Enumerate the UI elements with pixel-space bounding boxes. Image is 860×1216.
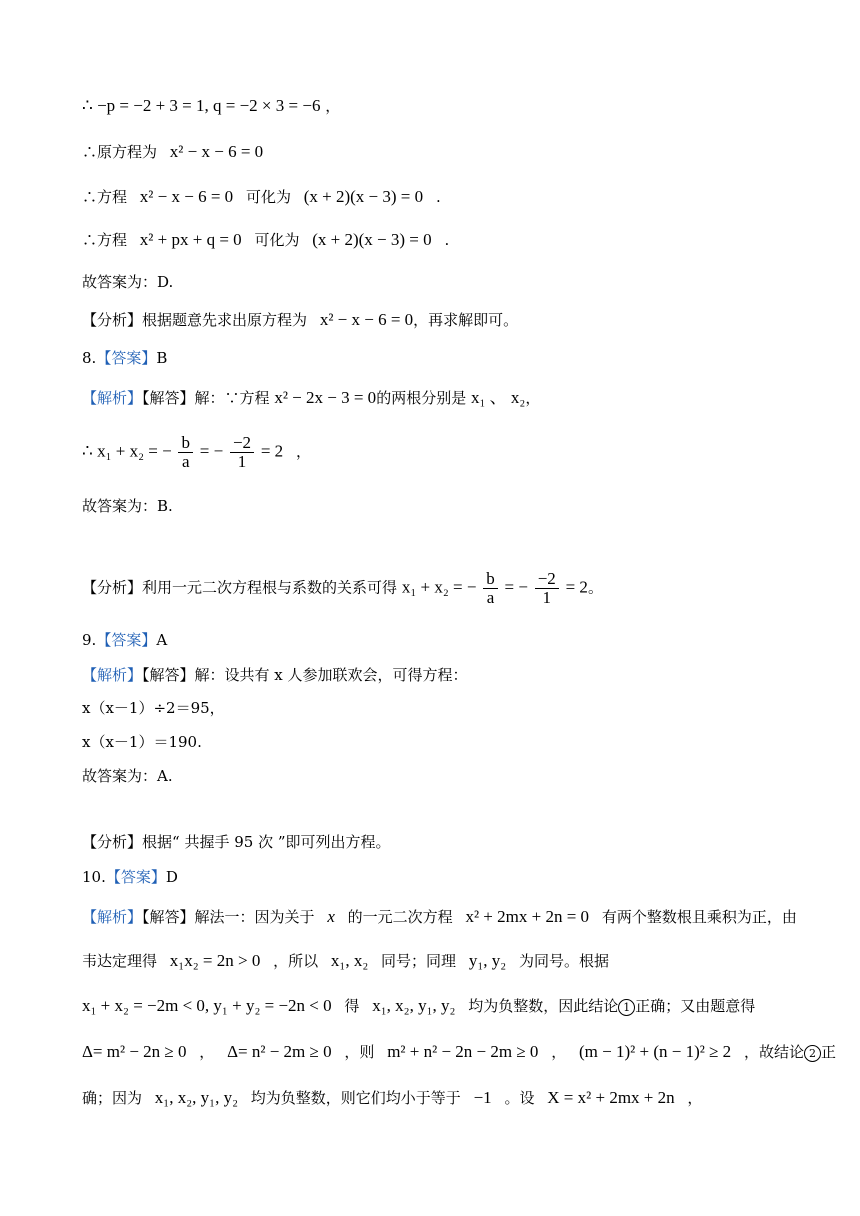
answer-label: 【答案】 xyxy=(96,349,157,367)
fraction-neg2-over-1: $\frac{-2}{1}$ xyxy=(230,434,254,471)
factored-equation: (x + 2)(x − 3) = 0 xyxy=(312,230,432,249)
analysis-line: 【分析】根据题意先求出原方程为 x² − x − 6 = 0，再求解即可。 xyxy=(82,310,519,329)
roots: x₁ 、 x₂ xyxy=(470,388,526,407)
factored-equation: (x + 2)(x − 3) = 0 xyxy=(303,187,424,206)
fraction-b-over-a: $\frac{b}{a}$ xyxy=(483,570,498,607)
step-line-2: ∴原方程为 x² − x − 6 = 0 xyxy=(82,142,264,161)
answer-line: 故答案为：D. xyxy=(82,273,174,291)
question-10-answer: 10.【答案】D xyxy=(82,868,178,886)
fraction-neg2-over-1: $\frac{-2}{1}$ xyxy=(535,570,559,607)
q8-solution-line: 【解析】【解答】解：∵方程 x² − 2x − 3 = 0的两根分别是 x₁ 、 x₂， xyxy=(82,388,541,407)
q9-equation-2: x（x－1）＝190. xyxy=(82,733,202,751)
answer-label: 【答案】 xyxy=(96,631,157,649)
question-8-answer: 8.【答案】B xyxy=(82,349,168,367)
circled-one-icon: 1 xyxy=(618,999,635,1016)
analysis-tag: 【解析】 xyxy=(82,666,143,684)
q8-answer-line: 故答案为：B. xyxy=(82,497,173,515)
q9-solution-line: 【解析】【解答】解：设共有 x 人参加联欢会，可得方程： xyxy=(82,666,468,684)
equation: x² − x − 6 = 0 xyxy=(319,310,414,329)
step-line-3: ∴方程 x² − x − 6 = 0 可化为 (x + 2)(x − 3) = 0 . xyxy=(82,187,441,206)
q10-solution-line-4: Δ= m² − 2n ≥ 0 ， Δ= n² − 2m ≥ 0 ，则 m² + n² − 2n − 2m ≥ 0 ， (m − 1)² + (n − 1)² ≥ 2 ，故结论 2 正 xyxy=(82,1042,836,1061)
q10-solution-line-3: x₁ + x₂ = −2m < 0, y₁ + y₂ = −2n < 0 得 x₁, x₂, y₁, y₂ 均为负整数，因此结论 1 正确；又由题意得 xyxy=(82,996,756,1015)
fraction-b-over-a: $\frac{b}{a}$ xyxy=(178,434,193,471)
q10-solution-line-5: 确；因为 x₁, x₂, y₁, y₂ 均为负整数，则它们均小于等于 −1 。设 X = x² + 2mx + 2n ， xyxy=(82,1088,703,1107)
q9-analysis-line: 【分析】根据“ 共握手 95 次 ”即可列出方程。 xyxy=(82,833,391,851)
equation: ∴ −p = −2 + 3 = 1, q = −2 × 3 = −6 xyxy=(82,96,321,115)
equation: x² − x − 6 = 0 xyxy=(139,187,234,206)
equation: x² + px + q = 0 xyxy=(139,230,242,249)
answer-label: 【答案】 xyxy=(105,868,166,886)
question-9-answer: 9.【答案】A xyxy=(82,631,168,649)
equation: x² + 2mx + 2n = 0 xyxy=(465,907,590,926)
q9-answer-line: 故答案为：A. xyxy=(82,767,173,785)
equation: x² − 2x − 3 = 0 xyxy=(274,388,377,407)
analysis-tag: 【解析】 xyxy=(82,389,143,407)
q10-solution-line-2: 韦达定理得 x₁x₂ = 2n > 0 ，所以 x₁, x₂ 同号；同理 y₁, y₂ 为同号。根据 xyxy=(82,951,609,970)
q8-analysis-line: 【分析】利用一元二次方程根与系数的关系可得 x₁ + x₂ = − $\frac{b}{a}$ = − $\frac{-2}{1}$ = 2。 xyxy=(82,569,603,607)
q8-vieta-line: ∴ x₁ + x₂ = − $\frac{b}{a}$ = − $\frac{-2}{1}$ = 2 ， xyxy=(82,433,311,471)
circled-two-icon: 2 xyxy=(804,1045,821,1062)
q9-equation-1: x（x－1）÷2＝95， xyxy=(82,699,225,717)
equation: x² − x − 6 = 0 xyxy=(169,142,264,161)
analysis-tag: 【解析】 xyxy=(82,908,143,926)
q10-solution-line-1: 【解析】【解答】解法一：因为关于 x 的一元二次方程 x² + 2mx + 2n = 0 有两个整数根且乘积为正，由 xyxy=(82,907,797,926)
step-line-1: ∴ −p = −2 + 3 = 1, q = −2 × 3 = −6 ， xyxy=(82,96,341,115)
step-line-4: ∴方程 x² + px + q = 0 可化为 (x + 2)(x − 3) = 0 . xyxy=(82,230,450,249)
